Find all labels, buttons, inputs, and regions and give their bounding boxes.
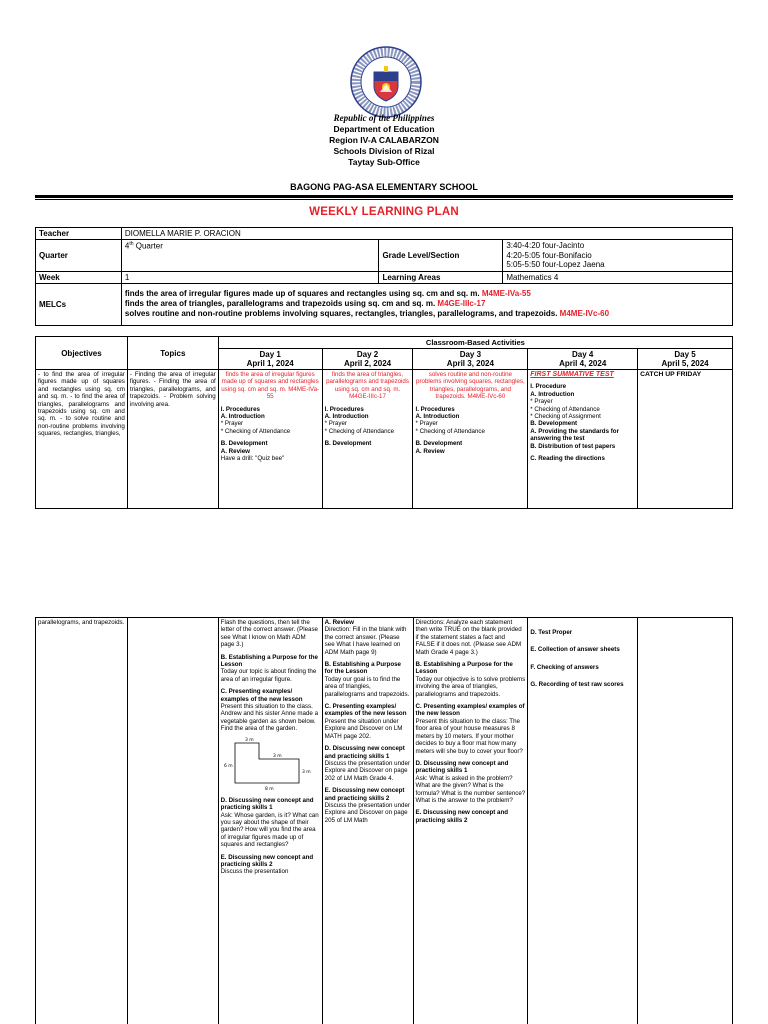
svg-text:3 m: 3 m	[301, 769, 311, 775]
activities-table-continued	[35, 617, 733, 1024]
plan-title: WEEKLY LEARNING PLAN	[309, 206, 459, 218]
day1-cell: finds the area of irregular figures made up of squares and rectangles using sq. cm and sq. m. M4ME-IVa-55 I. Procedures A. Introduction * Prayer * Checking of Attendance B. Development A. Review Have a drill: "Quiz bee"	[218, 370, 322, 509]
region-line: Region IV-A CALABARZON	[329, 135, 439, 145]
info-table	[35, 227, 733, 326]
objectives-cell: - to find the area of irregular figures made up of squares and rectangles using sq. cm and sq. m. - to find the area of triangles, parallelograms and trapezoids using sq. cm and sq. m. - to solve routine and non-routine problems involving squares, rectangles, triangles,	[36, 370, 128, 509]
department-line: Department of Education	[333, 124, 435, 134]
svg-text:3 m: 3 m	[244, 737, 254, 743]
day-header: Day 4 April 4, 2024	[528, 349, 638, 370]
day-header: Day 2 April 2, 2024	[322, 349, 413, 370]
section-line: 4:20-5:05 four-Bonifacio	[506, 250, 592, 260]
week-label: Week	[36, 271, 122, 283]
day5-cell: CATCH UP FRIDAY	[638, 370, 733, 509]
objectives-cell-continued: parallelograms, and trapezoids.	[36, 618, 128, 1024]
day3-cell-continued: Directions: Analyze each statement then write TRUE on the blank provided if the statement states a fact and FALSE if it does not. (Please see ADM Math Grade 4 page 3.) B. Establishing a Purpose for the Lesson Today our objective is to solve problems involving the area of triangles, parallelograms and trapezoids. C. Presenting examples/ examples of the new lesson Present this situation to the class: The floor area of your house measures 8 meters by 10 meters. If your mother decides to buy a floor mat how many meters will she buy to cover your floor? D. Discussing new concept and practicing skills 1 Ask: What is asked in the problem? What are the given? What is the formula? What is the number sentence? What is the answer to the problem? E. Discussing new concept and practicing skills 2	[413, 618, 528, 1024]
grade-section-label: Grade Level/Section	[379, 240, 503, 272]
division-line: Schools Division of Rizal	[333, 146, 435, 156]
topics-cell: - Finding the area of irregular figures. - Finding the area of triangles, parallelograms, and trapezoids. - Problem solving involving area.	[127, 370, 218, 509]
melc-line: finds the area of irregular figures made up of squares and rectangles using sq. cm and sq. m. M4ME-IVa-55	[124, 289, 531, 298]
quarter-row	[36, 240, 733, 272]
teacher-row	[36, 228, 733, 240]
activities-body-row	[36, 370, 733, 509]
section-line: 3:40-4:20 four-Jacinto	[506, 241, 585, 250]
day2-cell: finds the area of triangles, parallelograms and trapezoids using sq. cm and sq. m. M4GE-IIIc-17 I. Procedures A. Introduction * Prayer * Checking of Attendance B. Development	[322, 370, 413, 509]
day2-cell-continued: A. Review Direction: Fill in the blank with the correct answer. (Please see What I have learned on ADM Math page 9) B. Establishing a Purpose for the Lesson Today our goal is to find the area of triangles, parallelograms and trapezoids. C. Presenting examples/ examples of the new lesson Present the situation under Explore and Discover on LM MATH page 202. D. Discussing new concept and practicing skills 1 Discuss the presentation under Explore and Discover on page 202 of LM Math Grade 4. E. Discussing new concept and practicing skills 2 Discuss the presentation under Explore and Discover on page 205 of LM Math	[322, 618, 413, 1024]
melc-line: solves routine and non-routine problems involving squares, rectangles, triangles, parallelograms, and trapezoids. M4ME-IVc-60	[124, 309, 610, 318]
week-value: 1	[121, 271, 379, 283]
activities-header-row	[36, 337, 733, 349]
day1-cell-continued: Flash the questions, then tell the letter of the correct answer. (Please see What I know on Math ADM page 3.) B. Establishing a Purpose for the Lesson Today our topic is about finding the area of an irregular figure. C. Presenting examples/ examples of the new lesson Present this situation to the class. Andrew and his sister Anne made a vegetable garden as shown below. Find the area of the garden. 3 m 3 m 6 m 3 m 8 m D. Discussing new concept and practicing skills 1 Ask: Whose garden, is it? What can you say about the shape of their garden? How will you find the area of irregular figures made up of squares and rectangles? E. Discussing new concept and practicing skills 2 Discuss the presentation	[218, 618, 322, 1024]
svg-text:6 m: 6 m	[223, 763, 233, 769]
day3-cell: solves routine and non-routine problems involving squares, rectangles, triangles, parallelograms, and trapezoids. M4ME-IVc-60 I. Procedures A. Introduction * Prayer * Checking of Attendance B. Development A. Review	[413, 370, 528, 509]
activities-table	[35, 336, 733, 509]
learning-areas-label: Learning Areas	[379, 271, 503, 283]
republic-line: Republic of the Philippines	[333, 113, 435, 123]
melcs-value	[121, 283, 732, 325]
sections-value	[503, 240, 733, 272]
quarter-label: Quarter	[36, 240, 122, 272]
header-rule-thin	[35, 199, 733, 200]
day4-cell: FIRST SUMMATIVE TEST I. Procedure A. Introduction * Prayer * Checking of Attendance * Checking of Assignment B. Development A. Providing the standards for answering the test B. Distribution of test papers C. Reading the directions	[528, 370, 638, 509]
melcs-label: MELCs	[36, 283, 122, 325]
header-rule	[35, 195, 733, 198]
melcs-row	[36, 283, 733, 325]
day-header: Day 1 April 1, 2024	[218, 349, 322, 370]
deped-seal-icon	[350, 46, 422, 118]
topics-header: Topics	[127, 337, 218, 370]
objectives-header: Objectives	[36, 337, 128, 370]
learning-areas-value: Mathematics 4	[503, 271, 733, 283]
activities-header: Classroom-Based Activities	[218, 337, 732, 349]
topics-cell-continued	[127, 618, 218, 1024]
garden-figure	[223, 737, 319, 793]
section-line: 5:05-5:50 four-Lopez Jaena	[506, 260, 605, 269]
day4-cell-continued: D. Test Proper E. Collection of answer sheets F. Checking of answers G. Recording of test raw scores	[528, 618, 638, 1024]
day-header: Day 3 April 3, 2024	[413, 349, 528, 370]
teacher-label: Teacher	[36, 228, 122, 240]
svg-text:8 m: 8 m	[264, 786, 274, 792]
melc-line: finds the area of triangles, parallelograms and trapezoids using sq. cm and sq. m. M4GE-IIIc-17	[124, 299, 486, 308]
day-header: Day 5 April 5, 2024	[638, 349, 733, 370]
svg-text:3 m: 3 m	[272, 753, 282, 759]
school-name: BAGONG PAG-ASA ELEMENTARY SCHOOL	[290, 182, 478, 192]
suboffice-line: Taytay Sub-Office	[348, 157, 420, 167]
day5-cell-continued	[638, 618, 733, 1024]
teacher-value: DIOMELLA MARIE P. ORACION	[121, 228, 732, 240]
activities-body-row-continued	[36, 618, 733, 1024]
quarter-value: 4th Quarter	[121, 240, 379, 272]
week-row	[36, 271, 733, 283]
